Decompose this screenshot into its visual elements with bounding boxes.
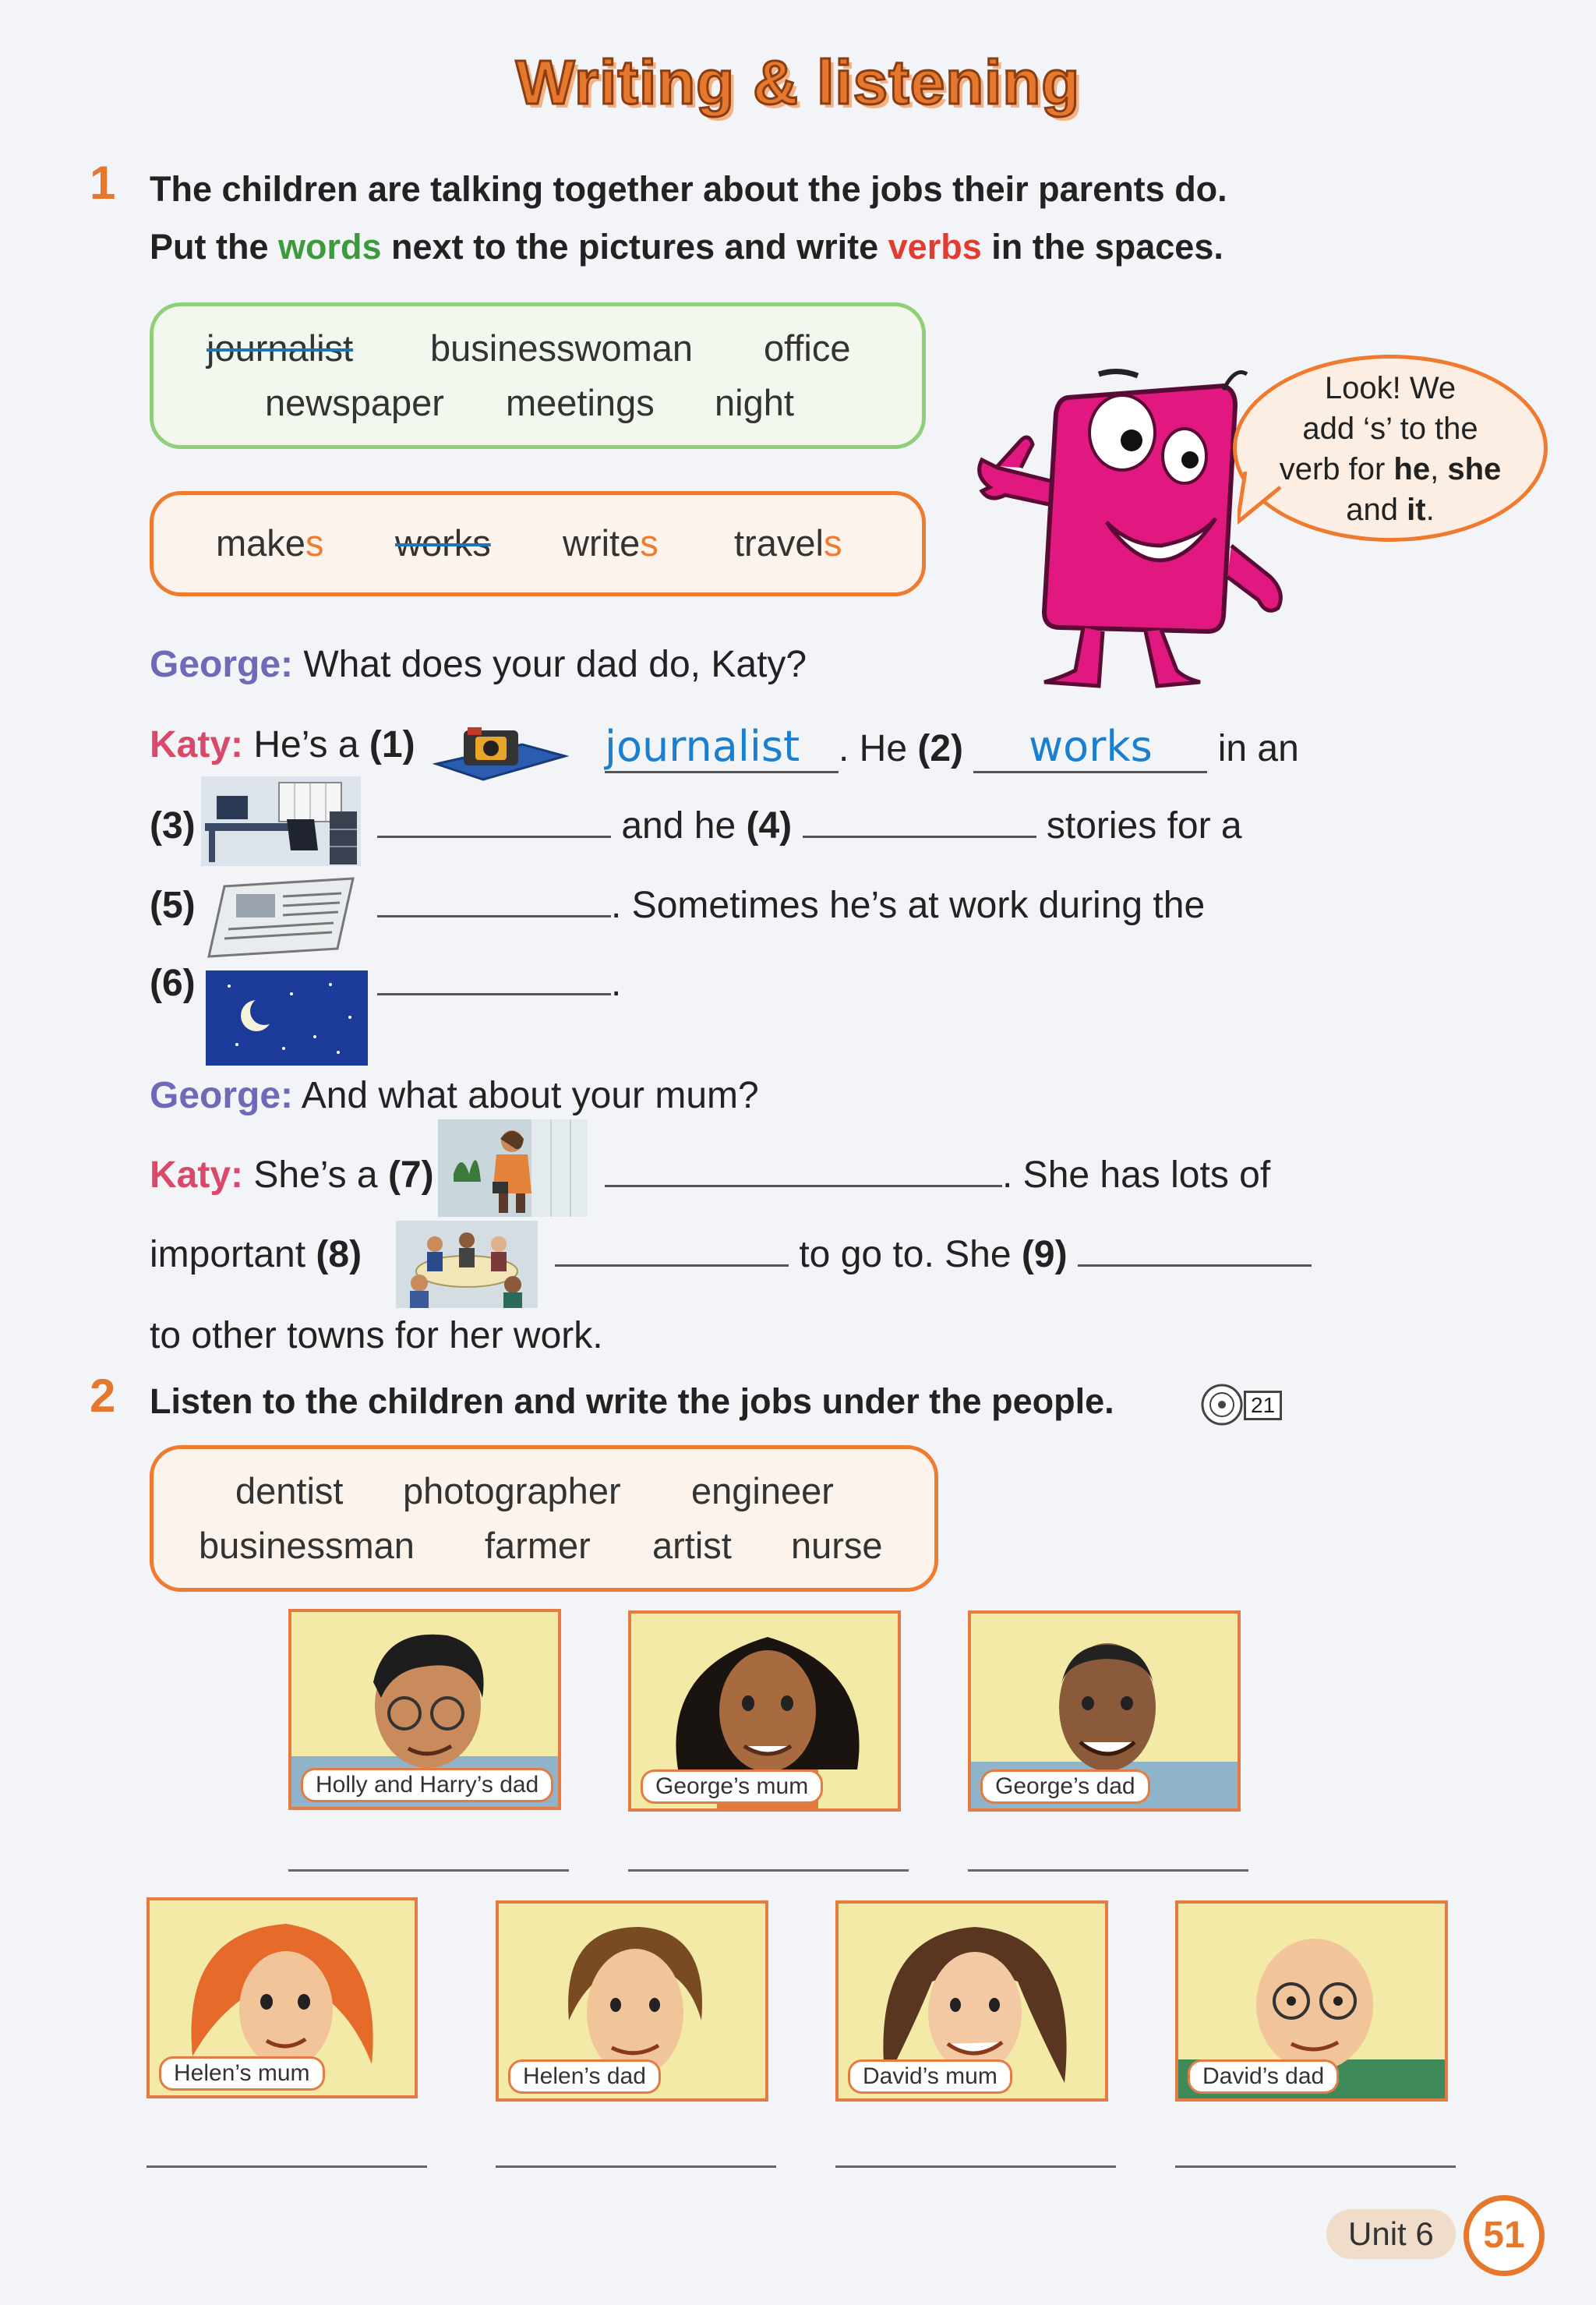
instruction-line-2 xyxy=(150,218,1381,276)
dialogue-text: important xyxy=(150,1234,316,1275)
office-picture xyxy=(201,776,361,866)
speaker-katy: Katy: xyxy=(150,1154,244,1196)
verb-suffix: s xyxy=(640,522,659,564)
bubble-text: verb for xyxy=(1279,452,1394,486)
job-artist: artist xyxy=(652,1525,732,1566)
speaker-katy: Katy: xyxy=(150,724,244,765)
answer-1-journalist: journalist xyxy=(605,722,839,773)
verb-suffix: s xyxy=(305,522,324,564)
page-number: 51 xyxy=(1464,2195,1545,2276)
exercise-1-number: 1 xyxy=(90,157,116,209)
audio-track-button[interactable] xyxy=(1200,1383,1286,1425)
word-newspaper: newspaper xyxy=(265,382,444,423)
answer-4-blank[interactable] xyxy=(803,836,1036,838)
dialogue-text: . Sometimes he’s at work during the xyxy=(611,885,1206,926)
businesswoman-picture xyxy=(438,1119,588,1217)
answer-line-person-3[interactable] xyxy=(968,1869,1248,1872)
instr-words: words xyxy=(278,227,382,267)
unit-label: Unit 6 xyxy=(1326,2209,1456,2259)
person-george-dad xyxy=(968,1610,1241,1812)
person-david-dad xyxy=(1175,1900,1448,2102)
answer-3-blank[interactable] xyxy=(377,836,611,838)
verb-travels xyxy=(734,521,842,564)
dialogue-text: And what about your mum? xyxy=(293,1075,759,1116)
person-david-mum xyxy=(835,1900,1108,2102)
meeting-picture xyxy=(396,1221,538,1308)
dialogue-text: . xyxy=(611,963,622,1004)
gap-number: (2) xyxy=(917,728,964,769)
dialogue-text: stories for a xyxy=(1046,805,1242,847)
dialogue-text: to go to. She xyxy=(799,1234,1022,1275)
bubble-line: Look! We xyxy=(1324,371,1457,405)
job-photographer: photographer xyxy=(403,1470,621,1511)
track-number: 21 xyxy=(1244,1391,1282,1420)
word-office: office xyxy=(764,327,851,369)
dialogue-text: and he xyxy=(621,805,747,847)
dialogue-text: What does your dad do, Katy? xyxy=(293,644,807,685)
dialogue-line-george-1 xyxy=(150,643,807,686)
person-label: George’s mum xyxy=(641,1769,823,1804)
word-meetings: meetings xyxy=(506,382,655,423)
dialogue-line-katy-6b xyxy=(555,1233,1312,1276)
answer-line-person-6[interactable] xyxy=(835,2165,1116,2168)
person-label: David’s dad xyxy=(1188,2059,1339,2094)
newspaper-picture xyxy=(201,875,357,960)
speaker-george: George: xyxy=(150,1075,294,1116)
verb-writes xyxy=(563,521,659,564)
person-label: David’s mum xyxy=(848,2059,1012,2094)
dialogue-text: . He xyxy=(839,728,918,769)
answer-line-person-5[interactable] xyxy=(496,2165,776,2168)
answer-line-person-7[interactable] xyxy=(1175,2165,1456,2168)
exercise-1-instruction xyxy=(150,161,1381,276)
job-dentist: dentist xyxy=(235,1470,344,1511)
verb-suffix: s xyxy=(823,522,842,564)
dialogue-line-katy-5b xyxy=(605,1154,1270,1197)
gap-number: (4) xyxy=(746,805,793,847)
answer-7-blank[interactable] xyxy=(605,1185,1002,1187)
dialogue-text: She’s a xyxy=(243,1154,388,1196)
dialogue-text: . She has lots of xyxy=(1002,1154,1271,1196)
person-label: George’s dad xyxy=(980,1769,1150,1804)
gap-number: (7) xyxy=(387,1154,434,1196)
dialogue-line-katy-6 xyxy=(150,1233,362,1276)
cd-icon xyxy=(1200,1383,1244,1426)
answer-line-person-2[interactable] xyxy=(628,1869,909,1872)
person-george-mum xyxy=(628,1610,901,1812)
gap-number: (9) xyxy=(1021,1234,1068,1275)
page-title: Writing & listening xyxy=(515,48,1081,117)
verb-works: works xyxy=(395,522,491,564)
dialogue-text: He’s a xyxy=(243,724,369,765)
word-journalist: journalist xyxy=(207,327,354,369)
word-night: night xyxy=(715,382,794,423)
dialogue-line-katy-3 xyxy=(377,884,1205,927)
answer-2-works: works xyxy=(973,722,1207,773)
dialogue-line-katy-7: to other towns for her work. xyxy=(150,1315,603,1356)
verb-stem: make xyxy=(216,522,305,564)
dialogue-line-katy-4 xyxy=(377,962,621,1005)
dialogue-line-katy-5 xyxy=(150,1154,434,1197)
answer-5-blank[interactable] xyxy=(377,915,611,917)
answer-line-person-1[interactable] xyxy=(288,1869,569,1872)
dialogue-line-katy-1 xyxy=(150,723,415,766)
gap-number-3: (3) xyxy=(150,805,196,847)
instr-text: next to the pictures and write xyxy=(381,227,888,267)
dialogue-line-katy-1b xyxy=(605,722,1299,773)
person-helen-dad xyxy=(496,1900,768,2102)
job-word-box xyxy=(150,1445,938,1592)
instr-text: in the spaces. xyxy=(981,227,1223,267)
person-label: Holly and Harry’s dad xyxy=(301,1768,553,1802)
gap-number: (1) xyxy=(369,724,415,765)
dialogue-line-george-2 xyxy=(150,1074,759,1117)
person-label: Helen’s dad xyxy=(508,2059,661,2094)
verb-stem: write xyxy=(563,522,641,564)
job-businessman: businessman xyxy=(199,1525,415,1566)
answer-6-blank[interactable] xyxy=(377,993,611,995)
newspaper-camera-picture xyxy=(429,721,569,783)
verb-stem: travel xyxy=(734,522,824,564)
bubble-text: . xyxy=(1425,493,1435,527)
bubble-line: add ‘s’ to the xyxy=(1302,412,1478,446)
bubble-tail xyxy=(1238,472,1284,526)
bubble-bold: she xyxy=(1447,452,1502,486)
answer-9-blank[interactable] xyxy=(1078,1264,1312,1267)
person-helen-mum xyxy=(147,1897,418,2098)
dialogue-text: in an xyxy=(1217,728,1299,769)
instruction-line-1: The children are talking together about the jobs their parents do. xyxy=(150,169,1227,209)
job-nurse: nurse xyxy=(791,1525,883,1566)
instr-text: Put the xyxy=(150,227,278,267)
night-sky-picture xyxy=(206,970,368,1066)
job-farmer: farmer xyxy=(485,1525,591,1566)
instr-verbs: verbs xyxy=(888,227,982,267)
exercise-2-number: 2 xyxy=(90,1370,116,1422)
exercise-2-instruction: Listen to the children and write the jobs under the people. xyxy=(150,1381,1114,1421)
person-holly-harry-dad xyxy=(288,1609,561,1810)
verb-box xyxy=(150,491,926,596)
person-label: Helen’s mum xyxy=(159,2056,325,2091)
gap-number-5: (5) xyxy=(150,885,196,926)
verb-makes xyxy=(216,521,323,564)
job-engineer: engineer xyxy=(691,1470,834,1511)
answer-8-blank[interactable] xyxy=(555,1264,789,1267)
gap-number: (8) xyxy=(316,1234,362,1275)
dialogue-line-katy-2 xyxy=(377,804,1242,847)
gap-number-6: (6) xyxy=(150,963,196,1004)
speaker-george: George: xyxy=(150,644,294,685)
word-businesswoman: businesswoman xyxy=(430,327,694,369)
bubble-text: and xyxy=(1346,493,1407,527)
bubble-bold: he xyxy=(1393,452,1431,486)
bubble-text: , xyxy=(1430,452,1448,486)
bubble-bold: it xyxy=(1407,493,1426,527)
answer-line-person-4[interactable] xyxy=(147,2165,427,2168)
word-box xyxy=(150,302,926,449)
